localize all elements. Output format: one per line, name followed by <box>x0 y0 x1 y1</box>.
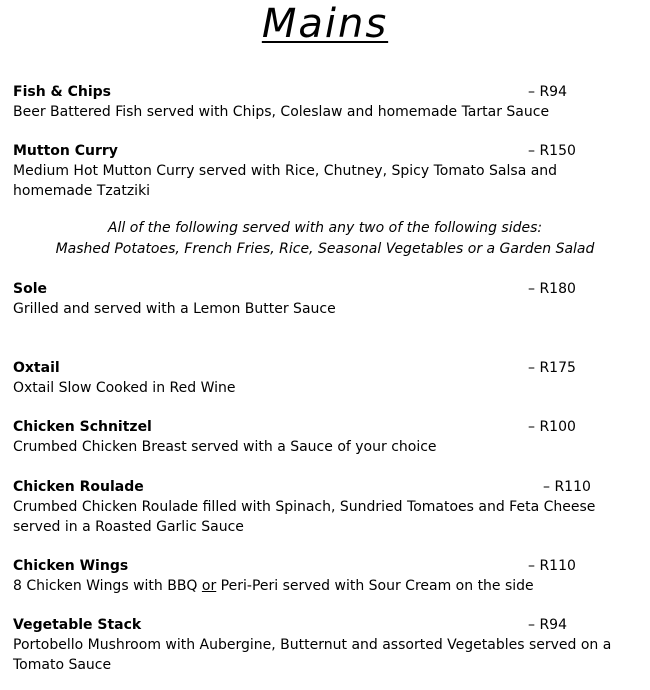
item-price: – R100 <box>528 419 576 435</box>
item-price: – R110 <box>543 479 591 495</box>
item-description: Medium Hot Mutton Curry served with Rice, Chutney, Spicy Tomato Salsa and homemade Tzatziki <box>13 163 558 199</box>
item-description: Portobello Mushroom with Aubergine, Butternut and assorted Vegetables served on a Tomato Sauce <box>13 637 612 673</box>
item-name: Oxtail <box>13 360 60 376</box>
sides-note-line-2: Mashed Potatoes, French Fries, Rice, Seasonal Vegetables or a Garden Salad <box>55 241 595 257</box>
item-name: Vegetable Stack <box>13 617 142 633</box>
menu-item-mutton-curry <box>13 141 638 201</box>
item-description: Grilled and served with a Lemon Butter Sauce <box>13 301 336 317</box>
sides-note-line-1: All of the following served with any two of the following sides: <box>107 220 543 236</box>
menu-item-vegetable-stack <box>13 615 638 675</box>
menu-item-fish-and-chips <box>13 82 638 122</box>
item-price: – R150 <box>528 143 576 159</box>
item-description: Crumbed Chicken Breast served with a Sauce of your choice <box>13 439 437 455</box>
item-description: Beer Battered Fish served with Chips, Coleslaw and homemade Tartar Sauce <box>13 104 550 120</box>
menu-item-chicken-schnitzel <box>13 417 638 457</box>
item-name: Chicken Wings <box>13 558 129 574</box>
item-description-emphasis: or <box>201 578 217 594</box>
menu-item-chicken-wings <box>13 556 638 596</box>
item-name: Fish & Chips <box>13 84 112 100</box>
menu-item-sole <box>13 279 638 319</box>
item-description-part: 8 Chicken Wings with BBQ <box>13 578 202 594</box>
item-price: – R175 <box>528 360 576 376</box>
item-name: Sole <box>13 281 47 297</box>
item-price: – R180 <box>528 281 576 297</box>
item-price: – R94 <box>528 617 567 633</box>
item-price: – R110 <box>528 558 576 574</box>
item-description: Crumbed Chicken Roulade filled with Spinach, Sundried Tomatoes and Feta Cheese served in a Roasted Garlic Sauce <box>13 499 596 535</box>
item-price: – R94 <box>528 84 567 100</box>
item-description <box>13 576 633 596</box>
item-name: Chicken Schnitzel <box>13 419 152 435</box>
item-name: Chicken Roulade <box>13 479 144 495</box>
item-description: Oxtail Slow Cooked in Red Wine <box>13 380 236 396</box>
page-title: Mains <box>261 1 389 47</box>
item-name: Mutton Curry <box>13 143 118 159</box>
menu-item-oxtail <box>13 358 638 398</box>
menu-item-chicken-roulade <box>13 477 638 537</box>
sides-note <box>0 218 650 260</box>
item-description-part: Peri-Peri served with Sour Cream on the side <box>216 578 534 594</box>
